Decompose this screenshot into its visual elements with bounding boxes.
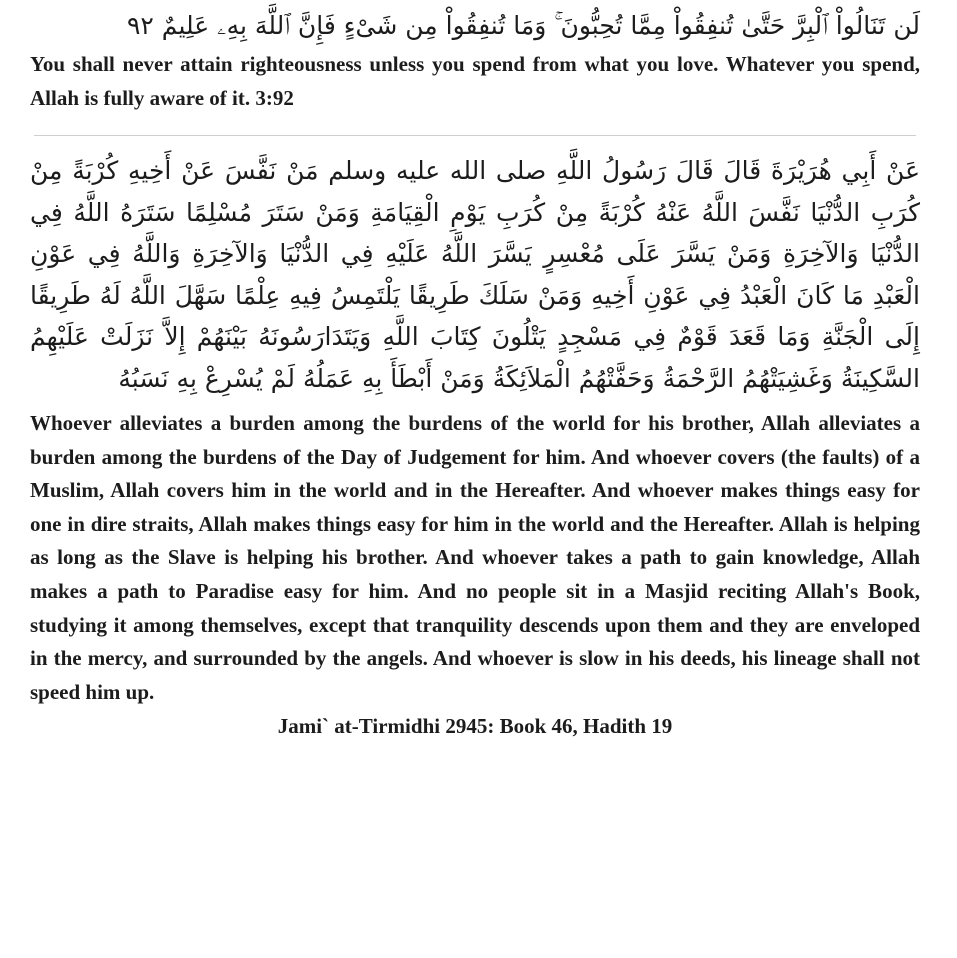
verse-english-translation: You shall never attain righteousness unless you spend from what you love. Whatever you spend, Allah is fully aware of it. 3:92 [30,52,920,110]
hadith-english-translation: Whoever alleviates a burden among the burdens of the world for his brother, Allah alleviates a burden among the burdens of the Day of Judgement for him. And whoever covers (the faults) of a Muslim, Allah covers him in the world and in the Hereafter. And whoever makes things easy for one in dire straits, Allah makes things easy for him in the world and the Hereafter. Allah is helping as long as the Slave is helping his brother. And whoever takes a path to gain knowledge, Allah makes a path to Paradise easy for him. And no people sit in a Masjid reciting Allah's Book, studying it among themselves, except that tranquility descends upon them and they are enveloped in the mercy, and surrounded by the angels. And whoever is slow in his deeds, his lineage shall not speed him up. [30,411,920,704]
hadith-source-reference: Jami` at-Tirmidhi 2945: Book 46, Hadith 19 [277,714,673,739]
hadith-arabic-text: عَنْ أَبِي هُرَيْرَةَ قَالَ قَالَ رَسُولُ اللَّهِ صلى الله عليه وسلم مَنْ نَفَّسَ عَنْ أَخِيهِ كُرْبَةً مِنْ كُرَبِ الدُّنْيَا نَفَّسَ اللَّهُ عَنْهُ كُرْبَةً مِنْ كُرَبِ يَوْمِ الْقِيَامَةِ وَمَنْ سَتَرَ مُسْلِمًا سَتَرَهُ اللَّهُ فِي الدُّنْيَا وَالآخِرَةِ وَمَنْ يَسَّرَ عَلَى مُعْسِرٍ يَسَّرَ اللَّهُ عَلَيْهِ فِي الدُّنْيَا وَالآخِرَةِ وَاللَّهُ فِي عَوْنِ الْعَبْدِ مَا كَانَ الْعَبْدُ فِي عَوْنِ أَخِيهِ وَمَنْ سَلَكَ طَرِيقًا يَلْتَمِسُ فِيهِ عِلْمًا سَهَّلَ اللَّهُ لَهُ طَرِيقًا إِلَى الْجَنَّةِ وَمَا قَعَدَ قَوْمٌ فِي مَسْجِدٍ يَتْلُونَ كِتَابَ اللَّهِ وَيَتَدَارَسُونَهُ بَيْنَهُمْ إِلاَّ نَزَلَتْ عَلَيْهِمُ السَّكِينَةُ وَغَشِيَتْهُمُ الرَّحْمَةُ وَحَفَّتْهُمُ الْمَلاَئِكَةُ وَمَنْ أَبْطَأَ بِهِ عَمَلُهُ لَمْ يُسْرِعْ بِهِ نَسَبُهُ [30,156,920,393]
verse-arabic-text: لَن تَنَالُواْ ٱلْبِرَّ حَتَّىٰ تُنفِقُواْ مِمَّا تُحِبُّونَ ۚ وَمَا تُنفِقُواْ مِن شَىْءٍ فَإِنَّ ٱللَّهَ بِهِۦ عَلِيمٌ ٩٢ [127,11,920,40]
page [30,0,920,739]
section-divider [34,135,916,136]
